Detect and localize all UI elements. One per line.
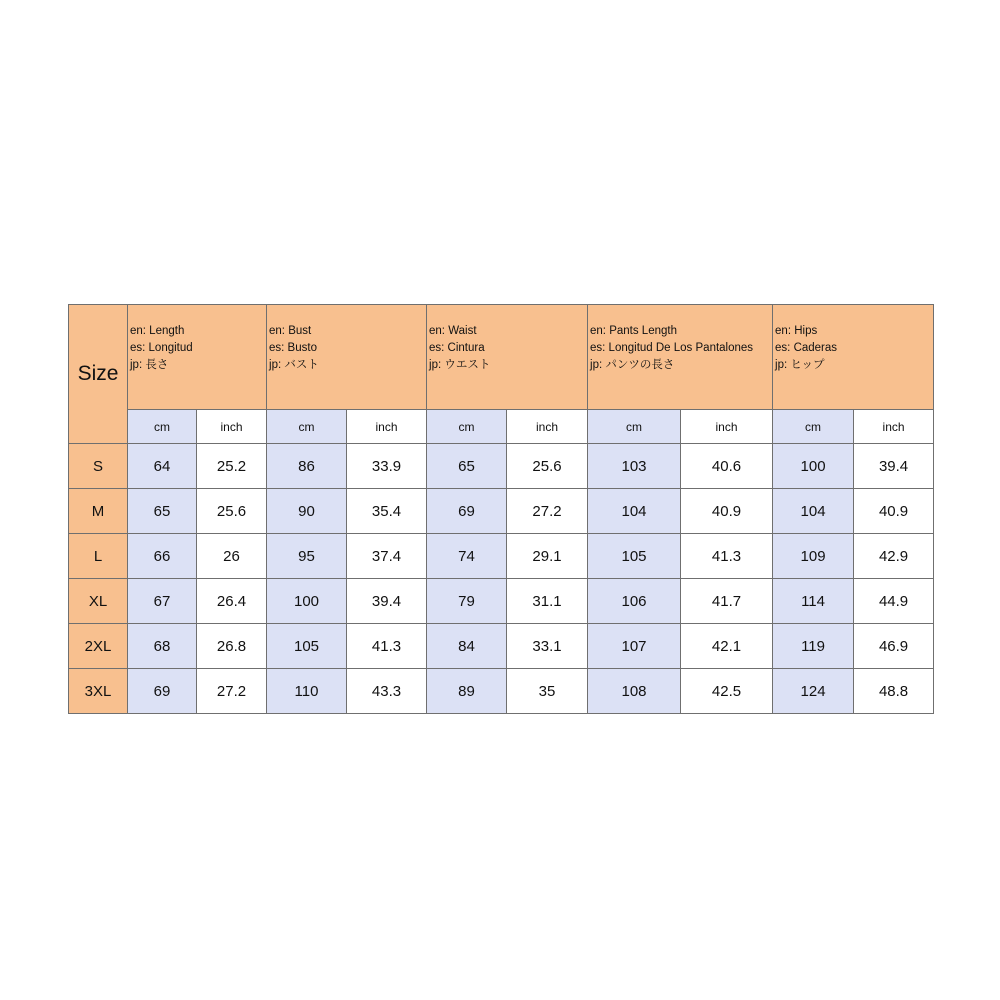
label-en: en: Pants Length [590,325,677,337]
inch-value-cell: 26 [197,534,267,579]
unit-header-row [69,410,934,444]
size-label-cell: XL [69,579,128,624]
inch-value-cell: 41.7 [681,579,773,624]
cm-value-cell: 107 [588,624,681,669]
inch-value-cell: 37.4 [347,534,427,579]
unit-cm-header: cm [427,410,507,444]
size-label-cell: M [69,489,128,534]
inch-value-cell: 46.9 [854,624,934,669]
inch-value-cell: 25.6 [197,489,267,534]
inch-value-cell: 27.2 [507,489,588,534]
inch-value-cell: 42.9 [854,534,934,579]
inch-value-cell: 35.4 [347,489,427,534]
inch-value-cell: 26.8 [197,624,267,669]
group-header-waist [427,305,588,410]
inch-value-cell: 48.8 [854,669,934,714]
cm-value-cell: 103 [588,444,681,489]
inch-value-cell: 33.9 [347,444,427,489]
inch-value-cell: 44.9 [854,579,934,624]
cm-value-cell: 67 [128,579,197,624]
cm-value-cell: 105 [267,624,347,669]
size-label-cell: 3XL [69,669,128,714]
unit-cm-header: cm [588,410,681,444]
size-column-header: Size [69,305,128,444]
cm-value-cell: 84 [427,624,507,669]
cm-value-cell: 100 [267,579,347,624]
inch-value-cell: 40.6 [681,444,773,489]
table-row [69,669,934,714]
label-jp: jp: ウエスト [429,359,491,371]
inch-value-cell: 40.9 [854,489,934,534]
size-chart-body [69,444,934,714]
inch-value-cell: 26.4 [197,579,267,624]
size-label-cell: S [69,444,128,489]
table-row [69,579,934,624]
cm-value-cell: 119 [773,624,854,669]
label-es: es: Longitud [130,342,193,354]
size-label-cell: 2XL [69,624,128,669]
inch-value-cell: 42.1 [681,624,773,669]
cm-value-cell: 100 [773,444,854,489]
cm-value-cell: 66 [128,534,197,579]
table-row [69,624,934,669]
unit-cm-header: cm [267,410,347,444]
inch-value-cell: 41.3 [347,624,427,669]
label-jp: jp: ヒップ [775,359,825,371]
label-jp: jp: 長さ [130,359,169,371]
cm-value-cell: 124 [773,669,854,714]
table-row [69,534,934,579]
inch-value-cell: 27.2 [197,669,267,714]
label-jp: jp: バスト [269,359,319,371]
group-header-bust [267,305,427,410]
group-header-row [69,305,934,410]
cm-value-cell: 95 [267,534,347,579]
table-row [69,489,934,534]
label-en: en: Hips [775,325,818,337]
inch-value-cell: 43.3 [347,669,427,714]
label-es: es: Cintura [429,342,485,354]
cm-value-cell: 90 [267,489,347,534]
inch-value-cell: 31.1 [507,579,588,624]
size-label-cell: L [69,534,128,579]
unit-inch-header: inch [197,410,267,444]
group-header-length [128,305,267,410]
inch-value-cell: 39.4 [347,579,427,624]
label-en: en: Bust [269,325,312,337]
label-jp: jp: パンツの長さ [590,359,675,371]
cm-value-cell: 104 [773,489,854,534]
size-chart-table [68,304,934,714]
cm-value-cell: 114 [773,579,854,624]
inch-value-cell: 42.5 [681,669,773,714]
cm-value-cell: 74 [427,534,507,579]
unit-inch-header: inch [347,410,427,444]
unit-inch-header: inch [681,410,773,444]
cm-value-cell: 109 [773,534,854,579]
cm-value-cell: 65 [427,444,507,489]
cm-value-cell: 89 [427,669,507,714]
table-row [69,444,934,489]
cm-value-cell: 68 [128,624,197,669]
cm-value-cell: 64 [128,444,197,489]
cm-value-cell: 69 [128,669,197,714]
cm-value-cell: 106 [588,579,681,624]
cm-value-cell: 86 [267,444,347,489]
cm-value-cell: 79 [427,579,507,624]
inch-value-cell: 33.1 [507,624,588,669]
inch-value-cell: 25.6 [507,444,588,489]
group-header-pants-length [588,305,773,410]
label-en: en: Waist [429,325,477,337]
unit-cm-header: cm [128,410,197,444]
inch-value-cell: 41.3 [681,534,773,579]
cm-value-cell: 65 [128,489,197,534]
label-en: en: Length [130,325,185,337]
label-es: es: Longitud De Los Pantalones [590,342,754,354]
inch-value-cell: 25.2 [197,444,267,489]
group-header-hips [773,305,934,410]
inch-value-cell: 40.9 [681,489,773,534]
cm-value-cell: 105 [588,534,681,579]
unit-cm-header: cm [773,410,854,444]
label-es: es: Caderas [775,342,838,354]
inch-value-cell: 29.1 [507,534,588,579]
inch-value-cell: 35 [507,669,588,714]
cm-value-cell: 108 [588,669,681,714]
label-es: es: Busto [269,342,317,354]
unit-inch-header: inch [507,410,588,444]
inch-value-cell: 39.4 [854,444,934,489]
cm-value-cell: 110 [267,669,347,714]
unit-inch-header: inch [854,410,934,444]
cm-value-cell: 104 [588,489,681,534]
cm-value-cell: 69 [427,489,507,534]
